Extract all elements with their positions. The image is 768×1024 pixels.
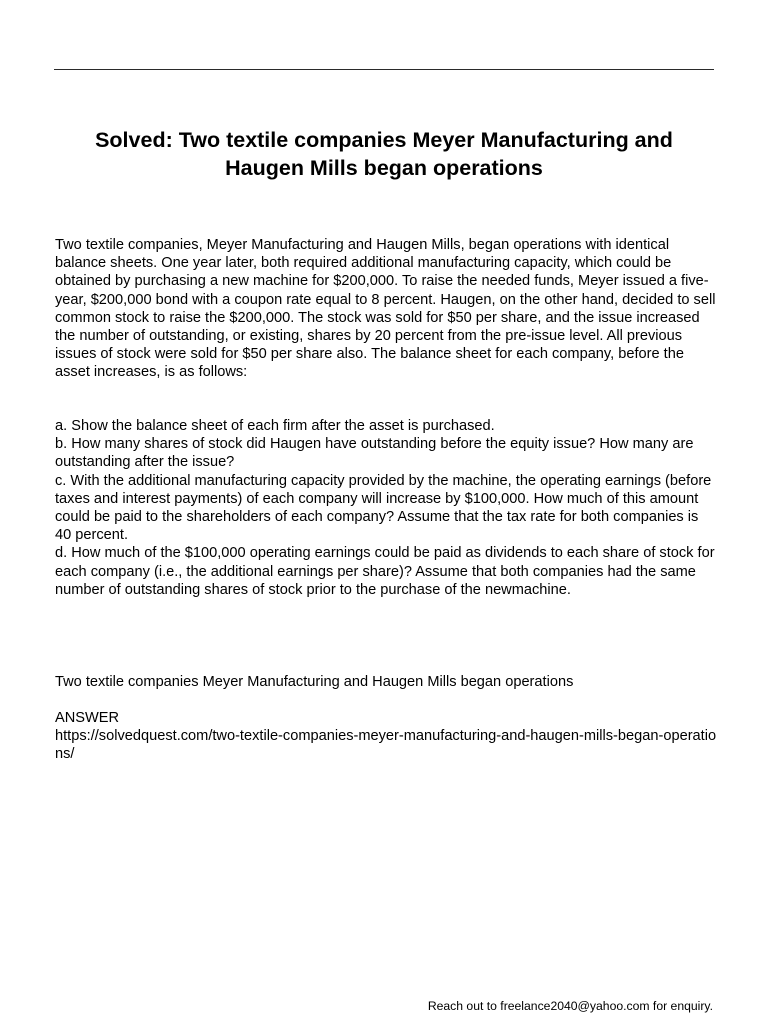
footer-contact-note: Reach out to freelance2040@yahoo.com for enquiry. [427,999,713,1013]
answer-section [55,709,717,764]
page-title: Solved: Two textile companies Meyer Manufacturing and Haugen Mills began operations [95,128,673,180]
answer-label: ANSWER [55,710,120,726]
answer-link[interactable]: https://solvedquest.com/two-textile-companies-meyer-manufacturing-and-haugen-mills-began-operations/ [55,728,717,763]
question-list [55,417,717,599]
question-d: d. How much of the $100,000 operating earnings could be paid as dividends to each share of stock for each company (i.e., the additional earnings per share)? Assume that both companies had the same number of outstanding shares of stock prior to the purchase of the newmachine. [55,545,715,598]
question-c: c. With the additional manufacturing capacity provided by the machine, the operating earnings (before taxes and interest payments) of each company will increase by $100,000. How much of this amount could be paid to the shareholders of each company? Assume that the tax rate for both companies is 40 percent. [55,472,712,544]
question-b: b. How many shares of stock did Haugen have outstanding before the equity issue? How many are outstanding after the issue? [55,436,694,471]
reference-title: Two textile companies Meyer Manufacturing and Haugen Mills began operations [55,674,574,690]
header-divider [54,69,714,70]
problem-intro: Two textile companies, Meyer Manufacturing and Haugen Mills, began operations with identical balance sheets. One year later, both required additional manufacturing capacity, which could be obtained by purchasing a new machine for $200,000. To raise the needed funds, Meyer issued a five-year, $200,000 bond with a coupon rate equal to 8 percent. Haugen, on the other hand, decided to sell common stock to raise the $200,000. The stock was sold for $50 per share, and the issue increased the number of outstanding, or existing, shares by 20 percent from the pre-issue level. All previous issues of stock were sold for $50 per share also. The balance sheet for each company, before the asset increases, is as follows: [55,237,716,381]
question-a: a. Show the balance sheet of each firm after the asset is purchased. [55,418,495,434]
